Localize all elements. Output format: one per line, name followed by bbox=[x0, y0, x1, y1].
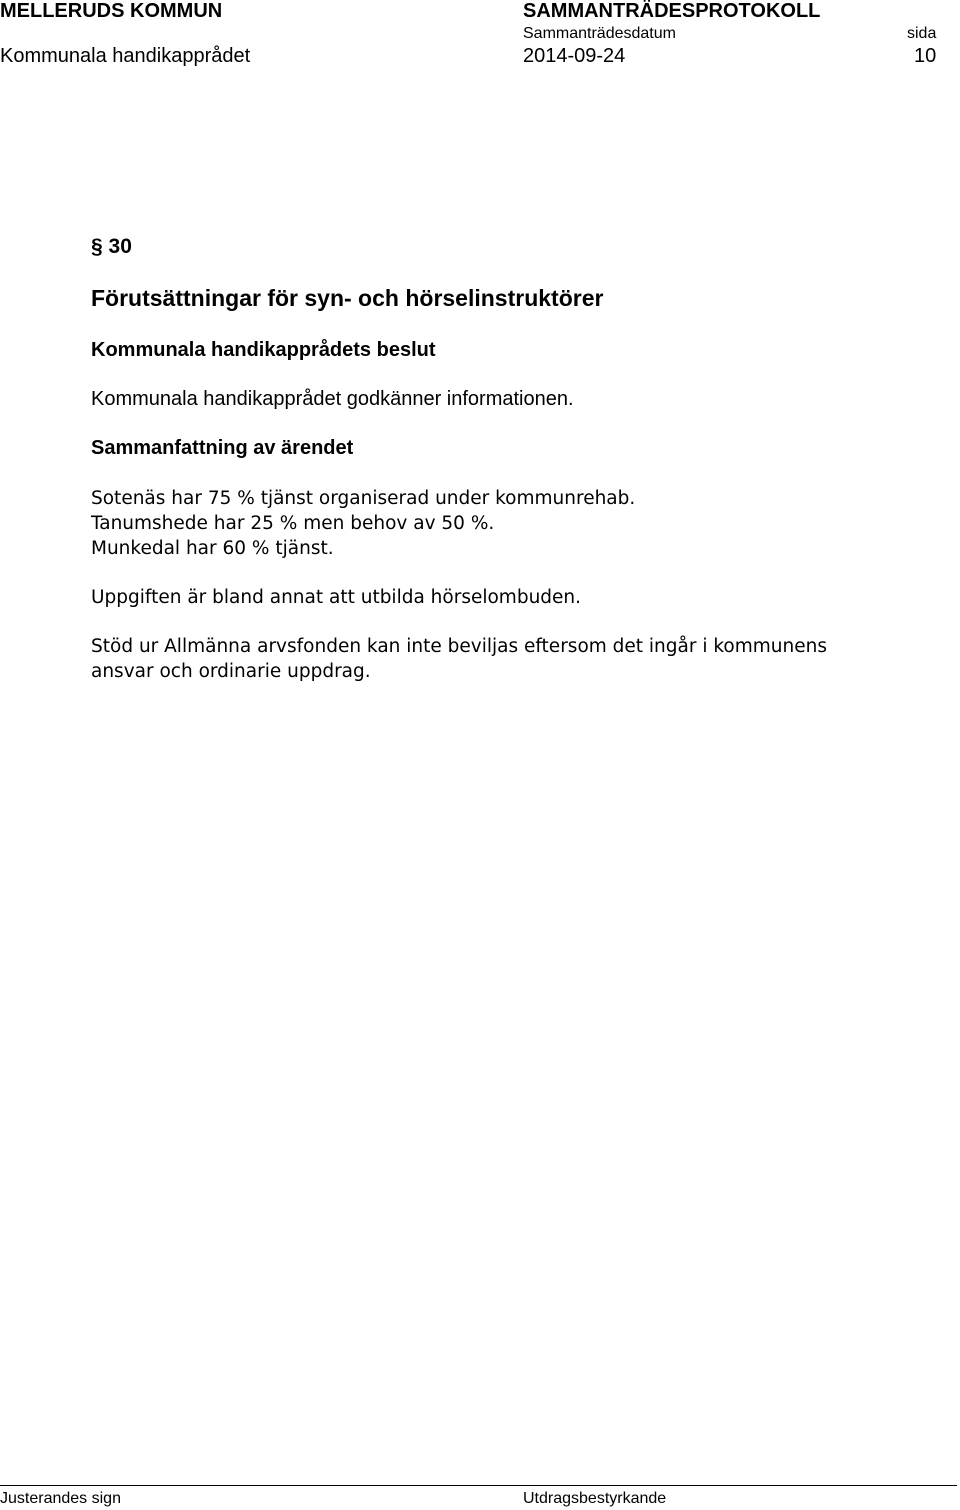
section-title: Förutsättningar för syn- och hörselinstruktörer bbox=[91, 285, 604, 311]
footer-divider bbox=[0, 1485, 957, 1486]
summary-line: Sotenäs har 75 % tjänst organiserad under kommunrehab. bbox=[91, 488, 636, 509]
date-label: Sammanträdesdatum bbox=[523, 25, 676, 42]
task-text: Uppgiften är bland annat att utbilda hörselombuden. bbox=[91, 587, 582, 608]
decision-heading: Kommunala handikapprådets beslut bbox=[91, 339, 436, 361]
organization-name: MELLERUDS KOMMUN bbox=[0, 0, 223, 22]
summary-line: Tanumshede har 25 % men behov av 50 %. bbox=[91, 513, 495, 534]
paragraph-number: § 30 bbox=[91, 235, 132, 258]
committee-name: Kommunala handikapprådet bbox=[0, 45, 251, 67]
decision-text: Kommunala handikapprådet godkänner informationen. bbox=[91, 388, 574, 410]
support-line: Stöd ur Allmänna arvsfonden kan inte beviljas eftersom det ingår i kommunens bbox=[91, 636, 827, 657]
support-line: ansvar och ordinarie uppdrag. bbox=[91, 661, 371, 682]
meeting-date: 2014-09-24 bbox=[523, 45, 626, 67]
summary-line: Munkedal har 60 % tjänst. bbox=[91, 538, 334, 559]
page-label: sida bbox=[907, 25, 937, 42]
document-type: SAMMANTRÄDESPROTOKOLL bbox=[523, 0, 821, 22]
summary-heading: Sammanfattning av ärendet bbox=[91, 437, 354, 459]
page-number: 10 bbox=[914, 45, 937, 67]
footer-sign-label: Justerandes sign bbox=[0, 1490, 121, 1507]
footer-certification-label: Utdragsbestyrkande bbox=[523, 1490, 667, 1507]
